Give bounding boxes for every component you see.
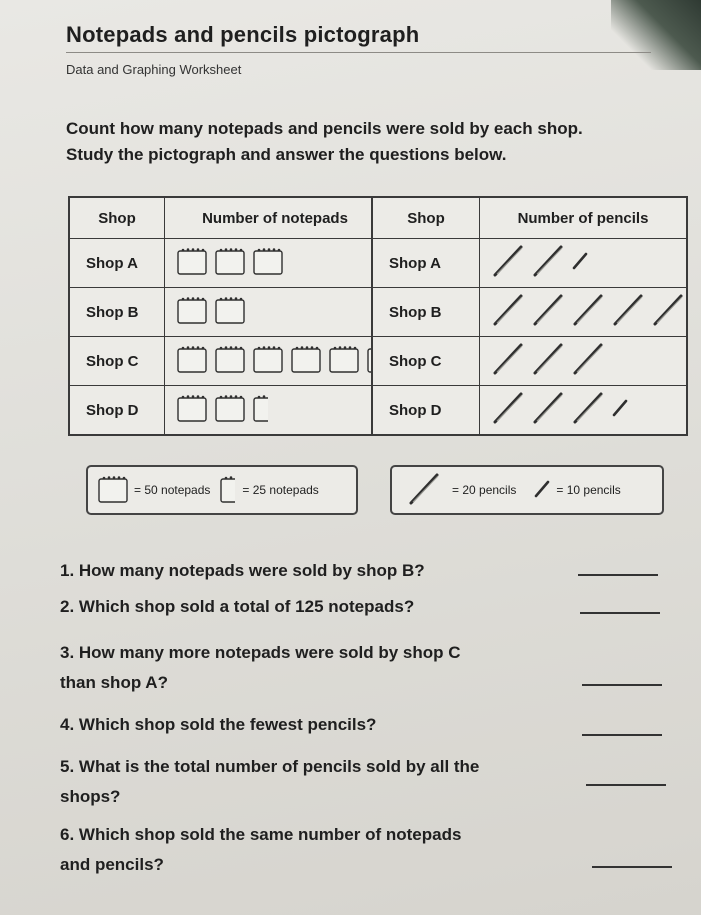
legend-pencil-half [532, 479, 620, 502]
pencil-icon [570, 391, 606, 429]
question-6 [60, 820, 461, 880]
pencils-row-shop: Shop C [372, 337, 480, 386]
notepads-row-icons [165, 239, 387, 288]
notepad-icon [213, 245, 247, 281]
notepads-row [69, 239, 386, 288]
pencils-row-shop: Shop B [372, 288, 480, 337]
legend-pencil-half-label: = 10 pencils [556, 483, 621, 497]
notepads-row [69, 337, 386, 386]
question-4 [60, 710, 376, 740]
question-4-text: 4. Which shop sold the fewest pencils? [60, 715, 377, 734]
pencil-icon [570, 293, 606, 331]
notepad-icon [289, 343, 323, 379]
pencils-pictograph-table [371, 196, 688, 436]
notepad-legend [86, 465, 358, 515]
answer-blank-5[interactable] [586, 784, 666, 786]
notepads-row [69, 288, 386, 337]
pencil-icon [530, 244, 566, 282]
notepad-icon [175, 343, 209, 379]
half-pencil-icon [532, 479, 552, 502]
half-notepad-icon [251, 392, 271, 428]
pencils-col-shop: Shop [372, 197, 480, 239]
answer-blank-6[interactable] [592, 866, 672, 868]
notepad-icon [213, 343, 247, 379]
pencils-col-count: Number of pencils [480, 197, 688, 239]
notepads-row-icons [165, 386, 387, 436]
pencils-row [372, 288, 687, 337]
notepad-icon [251, 245, 285, 281]
notepads-row-shop: Shop D [69, 386, 165, 436]
pencil-icon [530, 293, 566, 331]
pencil-icon [490, 391, 526, 429]
notepads-row-shop: Shop B [69, 288, 165, 337]
notepad-icon [327, 343, 361, 379]
legend-pencil-full [406, 472, 516, 509]
pencil-icon [650, 293, 686, 331]
pencils-row [372, 337, 687, 386]
pencils-row-icons [480, 288, 688, 337]
notepads-col-count: Number of notepads [165, 197, 387, 239]
notepad-icon [96, 473, 130, 508]
answer-blank-3[interactable] [582, 684, 662, 686]
pencil-icon [490, 293, 526, 331]
half-pencil-icon [610, 398, 630, 422]
page-subtitle: Data and Graphing Worksheet [66, 62, 242, 77]
question-5-line-2: shops? [60, 787, 121, 806]
question-2 [60, 592, 414, 622]
question-6-line-1: 6. Which shop sold the same number of notepads [60, 825, 462, 844]
question-2-text: 2. Which shop sold a total of 125 notepads? [60, 597, 415, 616]
page-title: Notepads and pencils pictograph [66, 22, 420, 47]
pencil-icon [490, 342, 526, 380]
answer-blank-1[interactable] [578, 574, 658, 576]
question-3 [60, 638, 461, 698]
pencil-icon [530, 391, 566, 429]
notepads-row-icons [165, 337, 387, 386]
legend-notepad-full-label: = 50 notepads [134, 483, 211, 497]
pencils-row-icons [480, 239, 688, 288]
notepad-icon [175, 392, 209, 428]
instructions [66, 116, 583, 168]
legend-pencil-full-label: = 20 pencils [452, 483, 517, 497]
notepad-icon [175, 245, 209, 281]
answer-blank-2[interactable] [580, 612, 660, 614]
question-5-line-1: 5. What is the total number of pencils sold by all the [60, 757, 480, 776]
title-divider [66, 52, 651, 53]
question-3-line-1: 3. How many more notepads were sold by shop C [60, 643, 461, 662]
answer-blank-4[interactable] [582, 734, 662, 736]
notepads-row-shop: Shop C [69, 337, 165, 386]
notepad-icon [213, 294, 247, 330]
pencils-row [372, 239, 687, 288]
half-notepad-icon [218, 473, 238, 508]
pencil-icon [610, 293, 646, 331]
pencil-icon [530, 342, 566, 380]
pencil-icon [406, 472, 442, 509]
notepads-row-icons [165, 288, 387, 337]
question-3-line-2: than shop A? [60, 673, 168, 692]
half-pencil-icon [570, 251, 590, 275]
question-1-text: 1. How many notepads were sold by shop B? [60, 561, 425, 580]
notepad-icon [175, 294, 209, 330]
question-6-line-2: and pencils? [60, 855, 164, 874]
legend-notepad-half [218, 473, 318, 508]
pencil-legend [390, 465, 664, 515]
pencils-row-icons [480, 386, 688, 436]
notepads-row-shop: Shop A [69, 239, 165, 288]
pencils-row-icons [480, 337, 688, 386]
legend-notepad-half-label: = 25 notepads [242, 483, 319, 497]
notepads-pictograph-table [68, 196, 387, 436]
instructions-line-1: Count how many notepads and pencils were sold by each shop. [66, 119, 583, 138]
pencils-row-shop: Shop A [372, 239, 480, 288]
notepads-row [69, 386, 386, 436]
background-corner [611, 0, 701, 70]
question-5 [60, 752, 479, 812]
notepad-icon [251, 343, 285, 379]
pencil-icon [490, 244, 526, 282]
question-1 [60, 556, 425, 586]
notepads-col-shop: Shop [69, 197, 165, 239]
pencils-row [372, 386, 687, 436]
notepad-icon [213, 392, 247, 428]
pencil-icon [570, 342, 606, 380]
instructions-line-2: Study the pictograph and answer the questions below. [66, 145, 507, 164]
pencils-row-shop: Shop D [372, 386, 480, 436]
legend-notepad-full [96, 473, 210, 508]
